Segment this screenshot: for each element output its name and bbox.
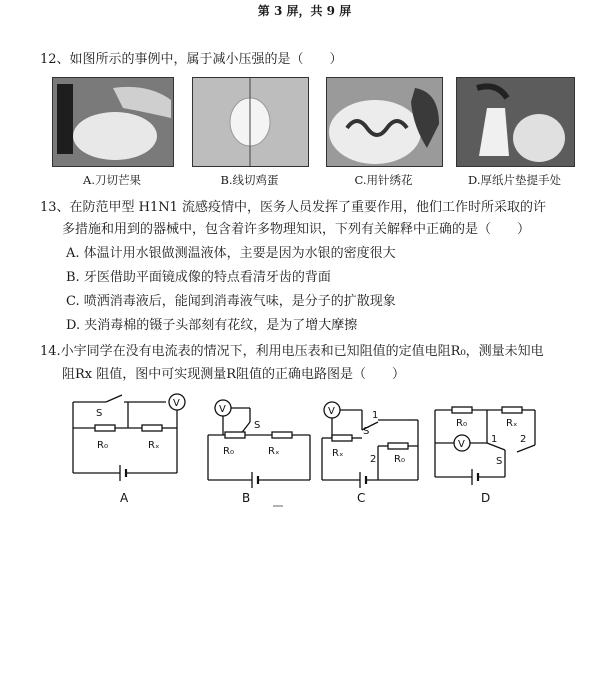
circuit-a-letter: A <box>120 491 129 505</box>
contact-d-1: 1 <box>491 434 498 445</box>
rx-d-label: Rₓ <box>506 418 518 429</box>
question-13-option-c: C. 喷洒消毒液后，能闻到消毒液气味，是分子的扩散现象 <box>66 294 396 309</box>
caption-d: D.厚纸片垫提手处 <box>468 173 561 187</box>
voltmeter-b-label: V <box>219 404 226 415</box>
question-13-option-b: B. 牙医借助平面镜成像的特点看清牙齿的背面 <box>66 270 331 285</box>
circuit-a <box>73 394 185 481</box>
question-13-option-d: D. 夹消毒棉的镊子头部刻有花纹，是为了增大摩擦 <box>66 318 358 333</box>
switch-a-label: S <box>96 408 103 419</box>
photo-paper-handle <box>456 77 575 167</box>
contact-d-2: 2 <box>520 434 527 445</box>
rx-c-label: Rₓ <box>332 448 344 459</box>
contact-c-1: 1 <box>372 410 379 421</box>
question-13-stem-line1: 13、在防范甲型 H1N1 流感疫情中，医务人员发挥了重要作用，他们工作时所采取的许 <box>40 200 547 215</box>
question-14-stem-line1: 14.小宇同学在没有电流表的情况下，利用电压表和已知阻值的定值电阻R₀，测量未知电 <box>40 344 544 359</box>
caption-b: B.线切鸡蛋 <box>220 173 279 187</box>
page-header: 第 3 屏，共 9 屏 <box>257 4 352 18</box>
circuit-b-letter: B <box>242 491 251 505</box>
r0-c-label: R₀ <box>394 454 405 465</box>
question-14-stem-line2: 阻Rx 阻值，图中可实现测量R阻值的正确电路图是（ ） <box>62 367 406 382</box>
question-13-option-a: A. 体温计用水银做测温液体，主要是因为水银的密度很大 <box>66 246 396 261</box>
circuit-d-letter: D <box>481 491 491 505</box>
circuit-c <box>322 402 418 488</box>
circuit-c-letter: C <box>357 491 366 505</box>
caption-a: A.刀切芒果 <box>83 173 141 187</box>
contact-c-2: 2 <box>370 454 377 465</box>
photo-thread-egg <box>192 77 309 167</box>
question-13-stem-line2: 多措施和用到的器械中，包含着许多物理知识，下列有关解释中正确的是（ ） <box>62 222 531 237</box>
caption-c: C.用针绣花 <box>354 173 413 187</box>
switch-c-label: S <box>363 426 370 437</box>
switch-d-label: S <box>496 456 503 467</box>
voltmeter-c-label: V <box>328 406 335 417</box>
photo-knife-mango <box>52 77 174 167</box>
rx-b-label: Rₓ <box>268 446 280 457</box>
r0-b-label: R₀ <box>223 446 234 457</box>
r0-a-label: R₀ <box>97 440 108 451</box>
photo-needle-embroidery <box>326 77 443 167</box>
circuit-diagrams <box>40 390 580 515</box>
voltmeter-d-label: V <box>458 439 465 450</box>
r0-d-label: R₀ <box>456 418 467 429</box>
voltmeter-a-label: V <box>173 398 180 409</box>
rx-a-label: Rₓ <box>148 440 160 451</box>
question-12-stem: 12、如图所示的事例中，属于减小压强的是（ ） <box>40 52 343 67</box>
circuit-d <box>435 407 535 485</box>
switch-b-label: S <box>254 420 261 431</box>
